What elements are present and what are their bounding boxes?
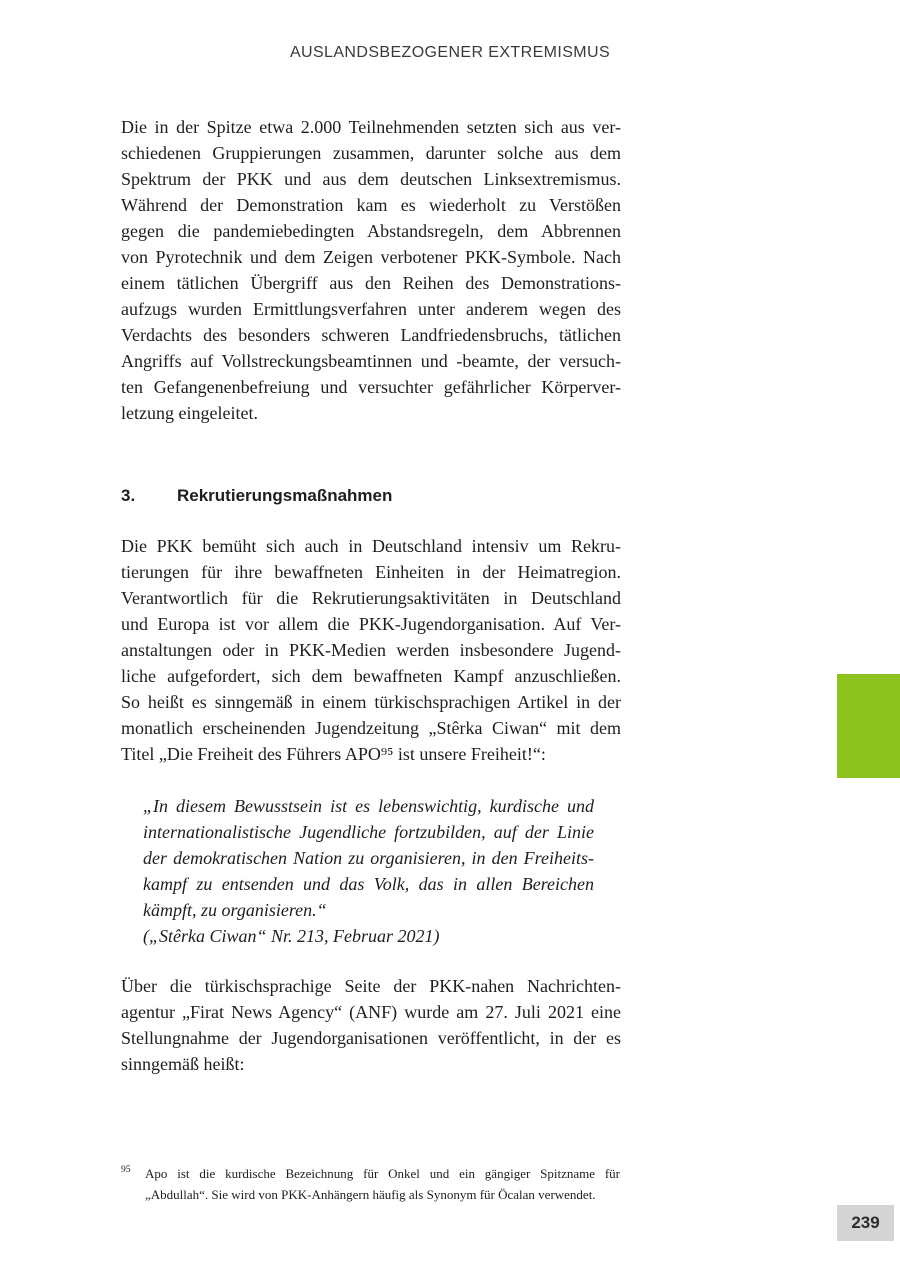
text-line: Über die türkischsprachige Seite der PKK-nahen Nachrichten- (121, 976, 621, 996)
footnote-text (145, 1163, 620, 1205)
text-line: anstaltungen oder in PKK-Medien werden insbesondere Jugend- (121, 640, 621, 660)
text-line: Verdachts des besonders schweren Landfriedensbruchs, tätlichen (121, 325, 621, 345)
section-heading (121, 485, 621, 507)
text-line: monatlich erscheinenden Jugendzeitung „Stêrka Ciwan“ mit dem (121, 718, 621, 738)
page-number: 239 (851, 1213, 880, 1232)
text-line: Spektrum der PKK und aus dem deutschen Linksextremismus. (121, 169, 621, 189)
page-number-badge (837, 1205, 894, 1241)
paragraph-1 (121, 114, 621, 426)
section-title: Rekrutierungsmaßnahmen (177, 486, 393, 505)
text-line: Titel „Die Freiheit des Führers APO⁹⁵ ist unsere Freiheit!“: (121, 744, 546, 764)
text-line: gegen die pandemiebedingten Abstandsregeln, dem Abbrennen (121, 221, 621, 241)
text-line: internationalistische Jugendliche fortzubilden, auf der Linie (143, 822, 594, 842)
paragraph-2 (121, 533, 621, 767)
text-line: „In diesem Bewusstsein ist es lebenswichtig, kurdische und (143, 796, 594, 816)
text-line: der demokratischen Nation zu organisieren, in den Freiheits- (143, 848, 594, 868)
text-line: kämpft, zu organisieren.“ (143, 900, 327, 920)
running-header: AUSLANDSBEZOGENER EXTREMISMUS (289, 44, 611, 61)
quote-source: („Stêrka Ciwan“ Nr. 213, Februar 2021) (143, 926, 440, 946)
text-line: schiedenen Gruppierungen zusammen, darunter solche aus dem (121, 143, 621, 163)
text-line: Während der Demonstration kam es wiederholt zu Verstößen (121, 195, 621, 215)
text-line: agentur „Firat News Agency“ (ANF) wurde am 27. Juli 2021 eine (121, 1002, 621, 1022)
text-line: Apo ist die kurdische Bezeichnung für Onkel und ein gängiger Spitzname für (145, 1166, 620, 1181)
text-line: Angriffs auf Vollstreckungsbeamtinnen und -beamte, der versuch- (121, 351, 621, 371)
text-line: Stellungnahme der Jugendorganisationen veröffentlicht, in der es (121, 1028, 621, 1048)
footnote-marker: 95 (121, 1165, 131, 1175)
text-line: kampf zu entsenden und das Volk, das in allen Bereichen (143, 874, 594, 894)
block-quote (143, 793, 594, 923)
text-line: So heißt es sinngemäß in einem türkischsprachigen Artikel in der (121, 692, 621, 712)
text-line: ten Gefangenenbefreiung und versuchter gefährlicher Körperver- (121, 377, 621, 397)
text-line: einem tätlichen Übergriff aus den Reihen des Demonstrations- (121, 273, 621, 293)
text-line: aufzugs wurden Ermittlungsverfahren unter anderem wegen des (121, 299, 621, 319)
text-line: Die PKK bemüht sich auch in Deutschland intensiv um Rekru- (121, 536, 621, 556)
text-line: letzung eingeleitet. (121, 403, 258, 423)
text-line: Die in der Spitze etwa 2.000 Teilnehmenden setzten sich aus ver- (121, 117, 621, 137)
section-number: 3. (121, 486, 136, 505)
section-color-tab (837, 674, 900, 778)
text-line: von Pyrotechnik und dem Zeigen verbotener PKK-Symbole. Nach (121, 247, 621, 267)
text-line: „Abdullah“. Sie wird von PKK-Anhängern häufig als Synonym für Öcalan verwendet. (145, 1187, 596, 1202)
text-line: tierungen für ihre bewaffneten Einheiten in der Heimatregion. (121, 562, 621, 582)
text-line: sinngemäß heißt: (121, 1054, 245, 1074)
text-line: Verantwortlich für die Rekrutierungsaktivitäten in Deutschland (121, 588, 621, 608)
paragraph-3 (121, 973, 621, 1077)
text-line: und Europa ist vor allem die PKK-Jugendorganisation. Auf Ver- (121, 614, 621, 634)
text-line: liche aufgefordert, sich dem bewaffneten Kampf anzuschließen. (121, 666, 621, 686)
